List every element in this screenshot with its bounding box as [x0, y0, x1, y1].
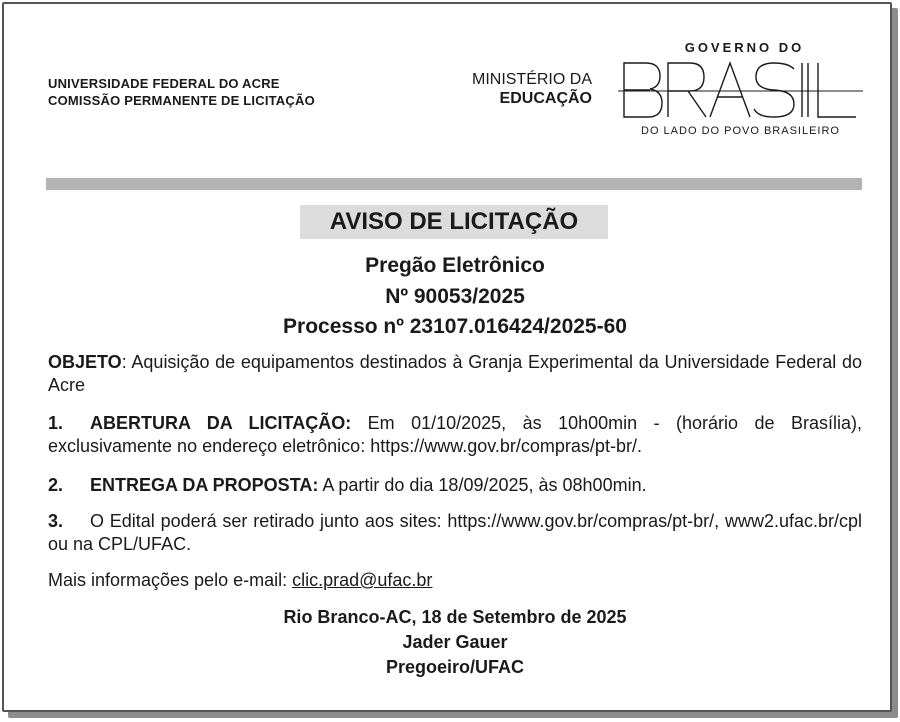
- commission-name: COMISSÃO PERMANENTE DE LICITAÇÃO: [48, 93, 315, 108]
- object-paragraph: [48, 351, 862, 397]
- item-text: Em 01/10/2025, às 10h00min - (horário de Brasília), exclusivamente no endereço eletrônico: https://www.gov.br/compras/pt-br/.: [48, 413, 862, 456]
- ministry-label: MINISTÉRIO DA: [471, 71, 592, 88]
- institution-name: UNIVERSIDADE FEDERAL DO ACRE: [48, 76, 280, 91]
- item-number: 3.: [48, 511, 64, 531]
- item-text: O Edital poderá ser retirado junto aos sites: https://www.gov.br/compras/pt-br/, www2.ufac.br/cpl ou na CPL/UFAC.: [48, 511, 862, 554]
- object-label: OBJETO: [48, 352, 122, 372]
- gov-logo: [618, 40, 863, 137]
- gov-logo-slogan: DO LADO DO POVO BRASILEIRO: [641, 125, 840, 137]
- contact-info: [48, 569, 862, 592]
- notice-title: AVISO DE LICITAÇÃO: [300, 205, 608, 239]
- brasil-logo-icon: [618, 61, 863, 119]
- ministry-name: EDUCAÇÃO: [499, 90, 592, 107]
- contact-text: Mais informações pelo e-mail:: [48, 570, 293, 590]
- signer-role: Pregoeiro/UFAC: [385, 657, 525, 677]
- notice-number: Nº 90053/2025: [385, 285, 525, 308]
- item-proposal: [48, 474, 862, 497]
- place-date: Rio Branco-AC, 18 de Setembro de 2025: [283, 607, 627, 627]
- signer-name: Jader Gauer: [402, 632, 508, 652]
- gov-logo-top-text: GOVERNO DO: [684, 40, 805, 55]
- item-label: ENTREGA DA PROPOSTA:: [90, 475, 319, 495]
- modality: Pregão Eletrônico: [365, 254, 545, 277]
- item-edital: [48, 510, 862, 556]
- item-opening: [48, 412, 862, 458]
- institution-block: [48, 75, 315, 109]
- item-number: 1.: [48, 413, 64, 433]
- object-text: : Aquisição de equipamentos destinados à Granja Experimental da Universidade Federal do Acre: [48, 352, 862, 395]
- item-number: 2.: [48, 475, 64, 495]
- item-text: A partir do dia 18/09/2025, às 08h00min.: [318, 475, 647, 495]
- email-link[interactable]: clic.prad@ufac.br: [292, 570, 433, 590]
- ministry-block: [452, 70, 592, 108]
- process-number: Processo nº 23107.016424/2025-60: [283, 315, 627, 338]
- header-divider: [46, 178, 862, 190]
- item-label: ABERTURA DA LICITAÇÃO:: [90, 413, 352, 433]
